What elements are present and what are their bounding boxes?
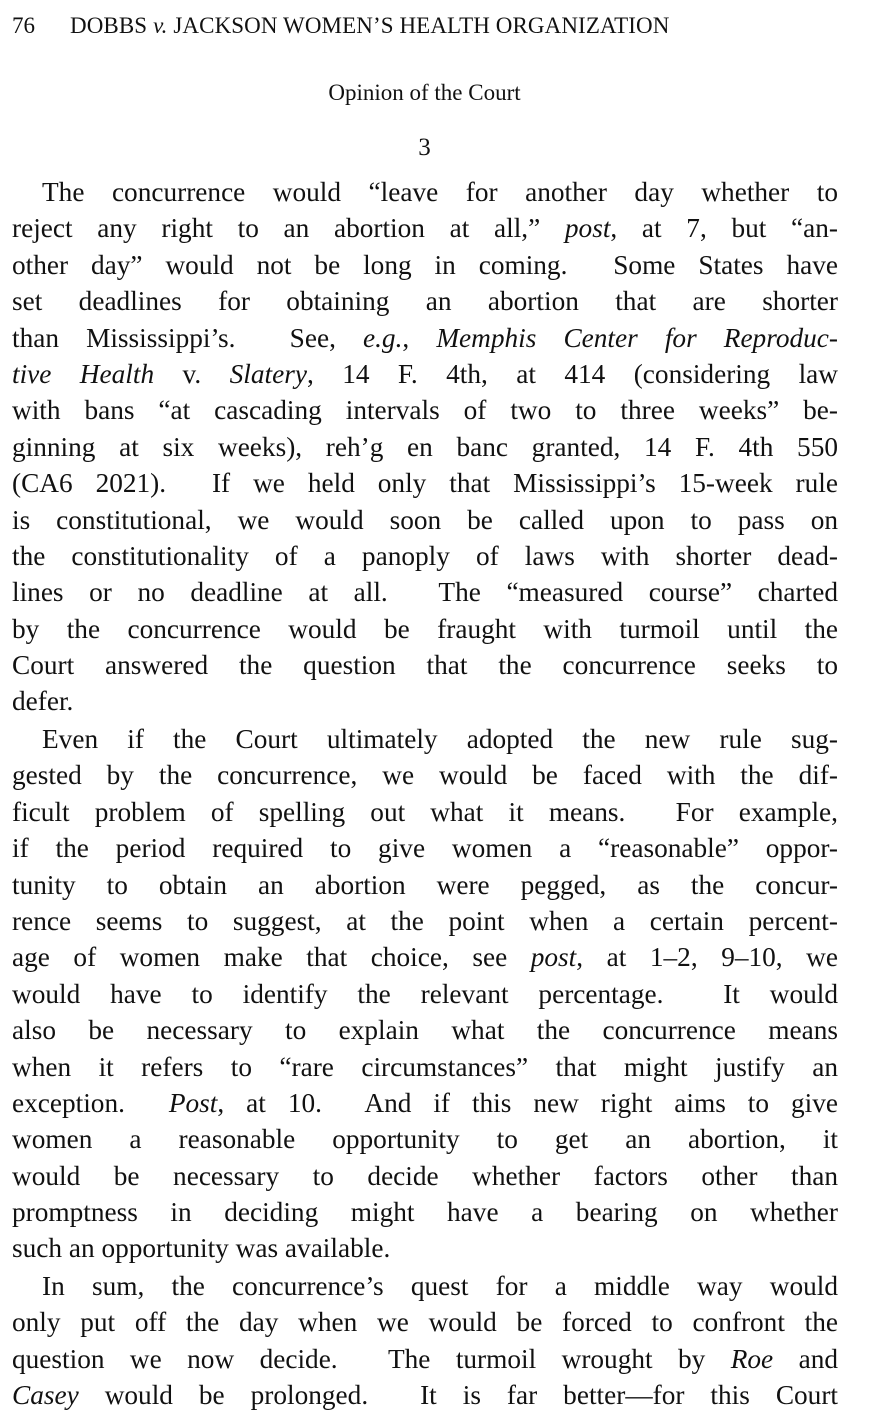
text-segment: such an opportunity was available. [12,1233,391,1264]
text-segment: rence seems to suggest, at the point when a certain percent- [12,905,838,936]
text-line [12,247,838,283]
text-segment: , 14 F. 4th, at 414 (considering law [306,358,838,389]
text-line [12,392,838,428]
running-head [12,12,838,40]
text-segment: only put off the day when we would be forced to confront the [12,1307,838,1338]
text-line [12,1049,838,1085]
text-segment: , at 1–2, 9–10, we [576,942,838,973]
text-segment: by the concurrence would be fraught with turmoil until the [12,613,838,644]
text-line [12,1085,838,1121]
text-segment: Even if the Court ultimately adopted the new rule sug- [42,724,838,754]
text-segment: would be prolonged. It is far better—for this Court [78,1380,838,1411]
text-segment: set deadlines for obtaining an abortion that are shorter [12,286,838,317]
text-line [12,1194,838,1230]
text-segment: if the period required to give women a “reasonable” oppor- [12,833,838,864]
text-segment: and [773,1343,838,1374]
italic-text: Roe [730,1343,774,1374]
text-line [12,356,838,392]
text-segment: with bans “at cascading intervals of two to three weeks” be- [12,395,838,426]
text-line [12,320,838,356]
text-segment: promptness in deciding might have a bearing on whether [12,1197,838,1228]
text-line [12,1158,838,1194]
paragraph-1 [12,174,838,720]
case-caption-party-b: JACKSON WOMEN’S HEALTH ORGANIZATION [173,13,670,38]
italic-text: tive Health [12,358,155,389]
opinion-label: Opinion of the Court [328,80,521,105]
text-segment: (CA6 2021). If we held only that Mississippi’s 15-week rule [12,468,838,499]
text-segment: is constitutional, we would soon be called upon to pass on [12,504,838,535]
text-line [12,830,838,866]
text-line [12,429,838,465]
italic-text: post [530,942,577,973]
text-segment: The concurrence would “leave for another day whether to [42,177,838,207]
text-segment: tunity to obtain an abortion were pegged, as the concur- [12,869,838,900]
text-line [12,903,838,939]
text-line [12,1121,838,1157]
text-segment: defer. [12,686,74,717]
text-segment: reject any right to an abortion at all,” [12,213,565,244]
text-segment: gested by the concurrence, we would be faced with the dif- [12,760,838,791]
text-line [12,976,838,1012]
italic-text: e.g. [362,322,403,353]
text-segment: Court answered the question that the concurrence seeks to [12,650,838,681]
text-segment: question we now decide. The turmoil wrought by [12,1343,731,1374]
text-segment: age of women make that choice, see [12,942,531,973]
text-line [12,1230,838,1266]
text-segment: , at 7, but “an- [610,213,838,244]
text-line [12,867,838,903]
text-line [12,174,838,210]
text-segment: ginning at six weeks), reh’g en banc granted, 14 F. 4th 550 [12,431,838,462]
text-line [12,502,838,538]
paragraph-3 [12,1268,838,1414]
italic-text: post [564,213,611,244]
text-line [12,683,838,719]
text-line [12,1341,838,1377]
text-segment: exception. [12,1087,169,1118]
text-segment: would have to identify the relevant percentage. It would [12,978,838,1009]
text-segment: would be necessary to decide whether factors other than [12,1160,838,1191]
italic-text: Post [168,1087,218,1118]
text-line [12,1304,838,1340]
text-line [12,210,838,246]
text-segment: than Mississippi’s. See, [12,322,363,353]
text-segment: ficult problem of spelling out what it means. For example, [12,796,838,827]
text-line [12,1012,838,1048]
text-line [12,283,838,319]
text-line [12,721,838,757]
text-segment: , at 10. And if this new right aims to give [217,1087,838,1118]
case-caption [70,13,669,38]
text-segment: lines or no deadline at all. The “measured course” charted [12,577,838,608]
section-number: 3 [418,134,431,161]
text-line [12,1377,838,1413]
page-number: 76 [12,13,35,38]
text-segment: women a reasonable opportunity to get an abortion, it [12,1124,838,1155]
case-caption-versus: v. [153,13,168,38]
text-segment: v. [154,358,230,389]
text-line [12,939,838,975]
text-segment: also be necessary to explain what the concurrence means [12,1015,838,1046]
text-segment: In sum, the concurrence’s quest for a middle way would [42,1271,838,1301]
text-line [12,538,838,574]
italic-text: Memphis Center for Reproduc- [436,322,838,353]
text-line [12,574,838,610]
text-line [12,794,838,830]
case-caption-party-a: DOBBS [70,13,148,38]
text-line [12,757,838,793]
text-segment: , [402,322,437,353]
text-line [12,1268,838,1304]
italic-text: Slatery [229,358,307,389]
italic-text: Casey [12,1380,79,1411]
text-line [12,611,838,647]
text-segment: other day” would not be long in coming. Some States have [12,249,838,280]
paragraph-2 [12,721,838,1267]
text-line [12,647,838,683]
text-segment: when it refers to “rare circumstances” that might justify an [12,1051,838,1082]
text-segment: the constitutionality of a panoply of laws with shorter dead- [12,540,838,571]
text-line [12,465,838,501]
